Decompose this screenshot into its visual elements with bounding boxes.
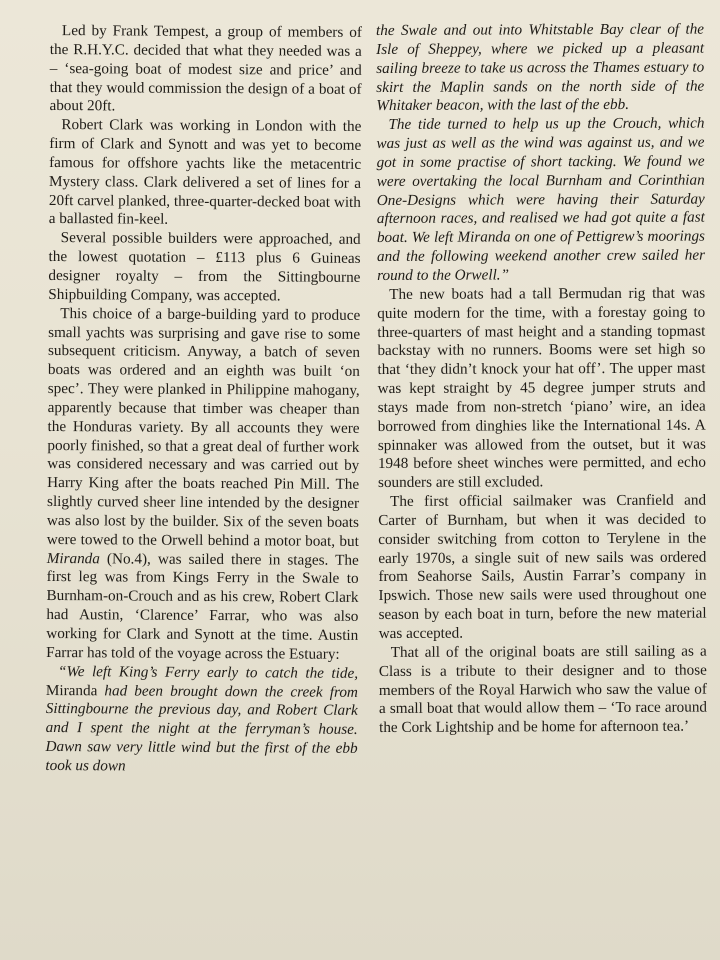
paragraph-barge-yard [46,305,360,665]
paragraph-robert-clark: Robert Clark was working in London with the firm of Clark and Synott and was yet to become famous for offshore yachts like the metacentric Mystery class. Clark delivered a set of lines for a 20ft carvel planked, three-quarter-decked boat with a ballasted fin-keel. [48,116,362,229]
quote-farrar-start [45,663,358,778]
paragraph-tribute: That all of the original boats are still sailing as a Class is a tribute to their designer and to those members of the Royal Harwich who saw the value of a small boat that would allow them – ‘To race around the Cork Lightship and be home for afternoon tea.’ [378,642,708,737]
quote-farrar-crouch: The tide turned to help us up the Crouch, which was just as well as the wind was against us, and we got in some practise of short tacking. We found we were overtaking the local Burnham and Corinthian One-Designs which were having their Saturday afternoon races, and realised we had got quite a fast boat. We left Miranda on one of Pettigrew’s moorings and the following weekend another crew sailed her round to the Orwell.” [376,114,706,284]
boat-name-miranda: Miranda [46,549,100,567]
quote-boat-name-miranda: Miranda [45,681,98,699]
paragraph-sailmaker: The first official sailmaker was Cranfield and Carter of Burnham, but when it was decided to consider switching from cotton to Terylene in the early 1970s, a single suit of new sails was ordered from Seahorse Sails, Austin Farrar’s company in Ipswich. Those new sails were used throughout one season by each boat in turn, before the new material was accepted. [378,491,707,642]
paragraph-bermudan-rig: The new boats had a tall Bermudan rig that was quite modern for the time, with a forestay going to three-quarters of mast height and a standing topmast backstay with no runners. Booms were set high so that ‘they didn’t knock your hat off’. The upper mast was kept straight by 45 degree jumper struts and stays made from non-stretch ‘piano’ wire, an idea borrowed from dinghies like the International 14s. A spinnaker was allowed from the outset, but it was 1948 before sheet winches were permitted, and echo sounders are still excluded. [377,284,706,492]
quote-farrar-continued: the Swale and out into Whitstable Bay clear of the Isle of Sheppey, where we picked up a pleasant sailing breeze to take us across the Thames estuary to skirt the Maplin sands on the north side of the Whitaker beacon, with the last of the ebb. [376,20,705,115]
paragraph-barge-yard-text-b: (No.4), was sailed there in stages. The first leg was from Kings Ferry in the Swale to Burnham-on-Crouch and as his crew, Robert Clark had Austin, ‘Clarence’ Farrar, who was also working for Clark and Synott at the time. Austin Farrar has told of the voyage across the Estuary: [46,549,359,663]
left-column [45,22,362,778]
paragraph-builders: Several possible builders were approached, and the lowest quotation – £113 plus 6 Guineas designer royalty – from the Sittingbourne Shipbuilding Company, was accepted. [48,229,361,305]
quote-farrar-text-a: “We left King’s Ferry early to catch the tide, [57,662,359,682]
quote-farrar-text-b: had been brought down the creek from Sittingbourne the previous day, and Robert Clark and I spent the night at the ferryman’s house. Dawn saw very little wind but the first of the ebb took us down [45,681,358,775]
right-column [376,21,707,738]
paragraph-committee: Led by Frank Tempest, a group of members of the R.H.Y.C. decided that what they needed was a – ‘sea-going boat of modest size and price’ and that they would commission the design of a boat of about 20ft. [49,22,362,115]
paragraph-barge-yard-text-a: This choice of a barge-building yard to produce small yachts was surprising and gave rise to some subsequent criticism. Anyway, a batch of seven boats was ordered and an eighth was built ‘on spec’. They were planked in Philippine mahogany, apparently because that timber was cheaper than the Honduras variety. By all accounts they were poorly finished, so that a great deal of further work was considered necessary and was carried out by Harry King after the boats reached Pin Mill. The slightly curved sheer line intended by the designer was also lost by the builder. Six of the seven boats were towed to the Orwell behind a motor boat, but [46,304,361,550]
